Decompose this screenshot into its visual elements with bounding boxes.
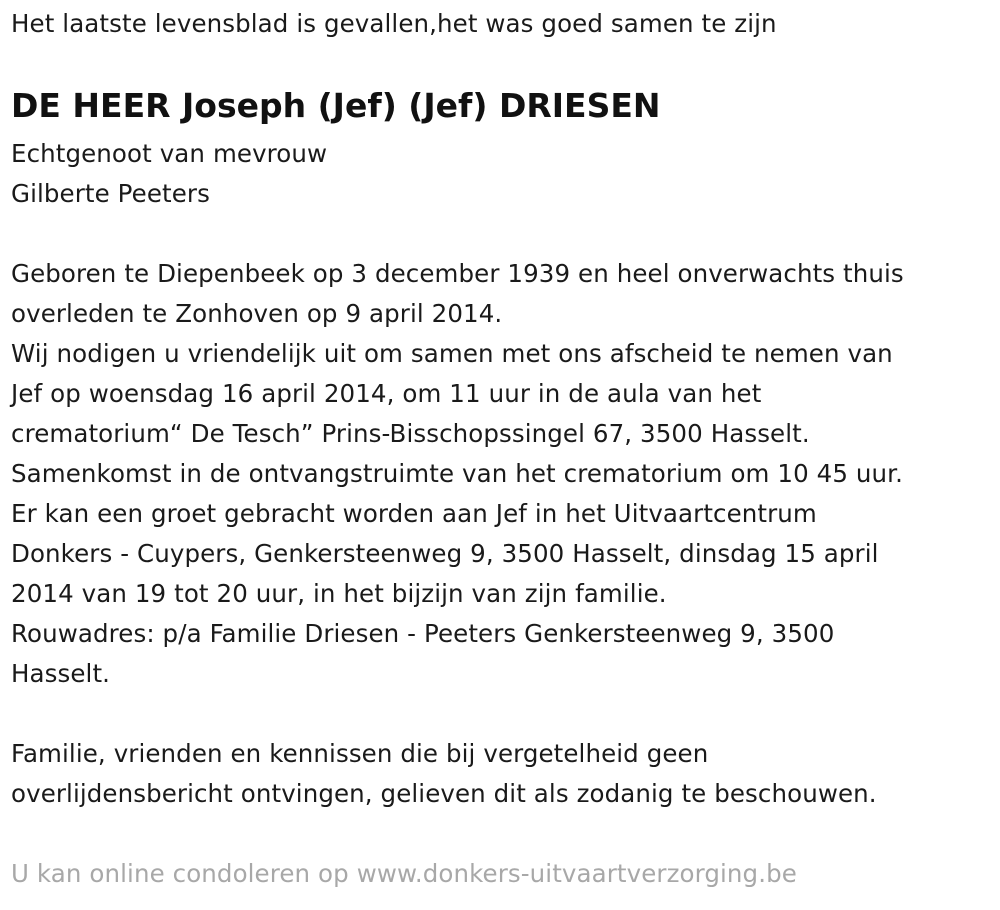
deceased-name: DE HEER Joseph (Jef) (Jef) DRIESEN — [11, 86, 661, 125]
body-line: Samenkomst in de ontvangstruimte van het crematorium om 10 45 uur. — [11, 459, 903, 488]
body-line: Geboren te Diepenbeek op 3 december 1939 en heel onverwachts thuis — [11, 259, 904, 288]
body-line: 2014 van 19 tot 20 uur, in het bijzijn van zijn familie. — [11, 579, 667, 608]
spouse-section — [11, 134, 327, 214]
intro-line: Het laatste levensblad is gevallen,het was goed samen te zijn — [11, 9, 777, 38]
body-line: crematorium“ De Tesch” Prins-Bisschopssingel 67, 3500 Hasselt. — [11, 419, 810, 448]
notice-body — [11, 254, 904, 694]
body-line: Hasselt. — [11, 659, 111, 688]
online-condolence-footer: U kan online condoleren op www.donkers-uitvaartverzorging.be — [11, 859, 797, 888]
body-line: Rouwadres: p/a Familie Driesen - Peeters Genkersteenweg 9, 3500 — [11, 619, 835, 648]
spouse-line: Echtgenoot van mevrouw — [11, 139, 328, 168]
closing-line: Familie, vrienden en kennissen die bij vergetelheid geen — [11, 739, 709, 768]
closing-note — [11, 734, 877, 814]
body-line: Wij nodigen u vriendelijk uit om samen met ons afscheid te nemen van — [11, 339, 893, 368]
closing-line: overlijdensbericht ontvingen, gelieven dit als zodanig te beschouwen. — [11, 779, 877, 808]
body-line: Donkers - Cuypers, Genkersteenweg 9, 3500 Hasselt, dinsdag 15 april — [11, 539, 879, 568]
body-line: Jef op woensdag 16 april 2014, om 11 uur in de aula van het — [11, 379, 762, 408]
body-line: Er kan een groet gebracht worden aan Jef in het Uitvaartcentrum — [11, 499, 817, 528]
spouse-line: Gilberte Peeters — [11, 179, 210, 208]
body-line: overleden te Zonhoven op 9 april 2014. — [11, 299, 503, 328]
